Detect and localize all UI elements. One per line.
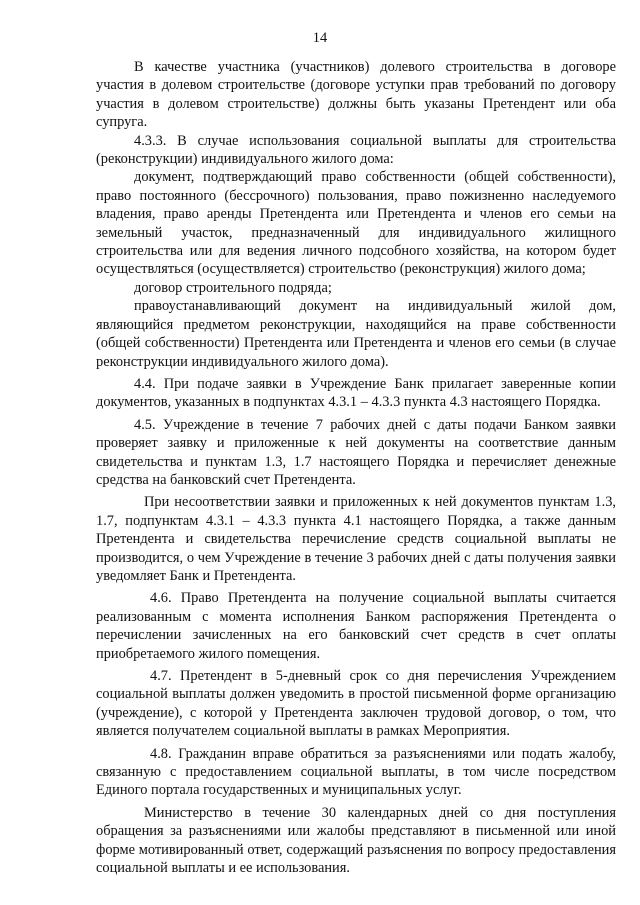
paragraph-4-5: 4.5. Учреждение в течение 7 рабочих дней с даты подачи Банком заявки проверяет заявку и приложенные к ней документы на соответствие данным свидетельства и пунктам 1.3, 1.7 настоящего Порядка и перечисляет денежные средства на банковский счет Претендента. (96, 416, 616, 488)
paragraph-title-document: правоустанавливающий документ на индивидуальный жилой дом, являющийся предметом реконструкции, находящийся на праве собственности (общей собственности) Претендента или Претендента и членов его семьи (в случае реконструкции индивидуального жилого дома). (96, 298, 616, 370)
page-number: 14 (312, 30, 328, 46)
paragraph-4-6: 4.6. Право Претендента на получение социальной выплаты считается реализованным с момента исполнения Банком распоряжения Претендента о перечислении зачисленных на его банковский счет средств в счет оплаты приобретаемого жилого помещения. (96, 590, 616, 662)
paragraph-4-7: 4.7. Претендент в 5-дневный срок со дня перечисления Учреждением социальной выплаты должен уведомить в простой письменной форме организацию (учреждение), с которой у Претендента заключен трудовой договор, о том, что является получателем социальной выплаты в рамках Мероприятия. (96, 668, 616, 740)
paragraph-construction-contract: договор строительного подряда; (134, 279, 332, 296)
paragraph-ministry: Министерство в течение 30 календарных дней со дня поступления обращения за разъяснениями или жалобы представляют в письменной или иной форме мотивированный ответ, содержащий разъяснения по вопросу предоставления социальной выплаты и ее использования. (96, 804, 616, 877)
paragraph-mismatch: При несоответствии заявки и приложенных к ней документов пунктам 1.3, 1.7, подпунктам 4.3.1 – 4.3.3 пункта 4.1 настоящего Порядка, а также данным Претендента и свидетельства перечисление средств социальной выплаты не производится, о чем Учреждение в течение 3 рабочих дней с даты получения заявки уведомляет Банк и Претендента. (96, 494, 616, 584)
paragraph-4-8: 4.8. Гражданин вправе обратиться за разъяснениями или подать жалобу, связанную с предоставлением социальной выплаты, в том числе посредством Единого портала государственных и муниципальных услуг. (96, 745, 616, 799)
paragraph-participants: В качестве участника (участников) долевого строительства в договоре участия в долевом строительстве (договоре уступки прав требований по договору участия в долевом строительстве) должны быть указаны Претендент или оба супруга. (96, 59, 616, 131)
paragraph-4-4: 4.4. При подаче заявки в Учреждение Банк прилагает заверенные копии документов, указанных в подпунктах 4.3.1 – 4.3.3 пункта 4.3 настоящего Порядка. (96, 375, 616, 411)
paragraph-4-3-3: 4.3.3. В случае использования социальной выплаты для строительства (реконструкции) индивидуального жилого дома: (96, 132, 616, 168)
document-body (96, 58, 616, 877)
paragraph-ownership-document: документ, подтверждающий право собственности (общей собственности), право постоянного (бессрочного) пользования, право пожизненно наследуемого владения, право аренды Претендента или Претендента и членов его семьи на земельный участок, предназначенный для индивидуального жилищного строительства или для ведения личного подсобного хозяйства, на котором будет осуществляться (осуществляется) строительство (реконструкция) жилого дома; (96, 169, 616, 278)
